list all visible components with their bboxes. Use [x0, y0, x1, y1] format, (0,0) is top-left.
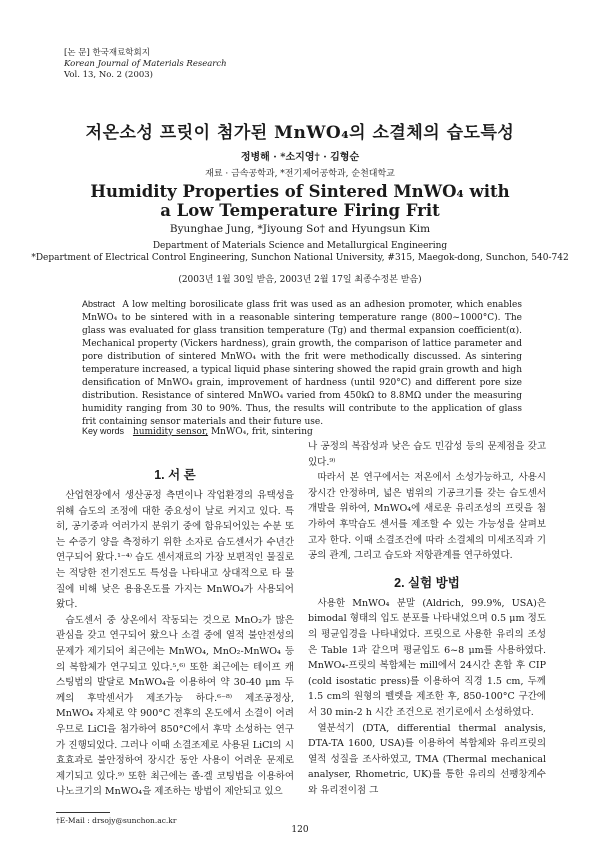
- right-column: [308, 439, 546, 798]
- keywords: [82, 426, 313, 437]
- journal-volume: Vol. 13, No. 2 (2003): [64, 70, 154, 80]
- journal-english-name: Korean Journal of Materials Research: [64, 59, 227, 69]
- journal-header: [64, 48, 227, 81]
- english-authors: Byunghae Jung, *Jiyoung So† and Hyungsun Kim: [169, 223, 431, 235]
- abstract-text: A low melting borosilicate glass frit was used as an adhesion promoter, which enables MnWO₄ to be sintered with in a reasonable sintering temperature range (800~1000°C). The glass was evaluated for glass transition temperature (Tg) and thermal expansion coefficient(α). Mechanical property (Vickers hardness), grain growth, the comparison of lattice parameter and pore distribution of sintered MnWO₄ with the frit were methodically discussed. As sintering temperature increased, a typical liquid phase sintering showed the rapid grain growth and high densification of MnWO₄ grain, improvement of hardness (until 920°C) and different pore size distribution. Resistance of sintered MnWO₄ varied from 450kΩ to 8.8MΩ under the measuring humidity ranging from 30 to 90%. Thus, the results will contribute to the application of glass frit containing sensor materials and their future use.: [82, 300, 522, 427]
- abstract: [82, 298, 522, 429]
- abstract-label: Abstract: [82, 299, 116, 309]
- section-heading-introduction: 1. 서 론: [154, 468, 196, 482]
- footnote-email: †E-Mail : drsojy@sunchon.ac.kr: [56, 816, 177, 825]
- intro-paragraph-2: 습도센서 중 상온에서 작동되는 것으로 MnO₂가 많은 관심을 갖고 연구되어 왔으나 소결 중에 열적 불안전성의 문제가 제기되어 최근에는 MnWO₄, MnO₂-MnWO₄ 등의 복합체가 연구되고 있다.⁵,⁶⁾ 또한 최근에는 테이프 캐스팅법의 발달로 MnWO₄을 이용하여 약 30-40 μm 두께의 후막센서가 제조가능 하다.⁶⁻⁸⁾ 제조공정상, MnWO₄ 자체로 약 900°C 전후의 온도에서 소결이 어려우므로 LiCl을 첨가하여 850°C에서 후막 소성하는 연구가 진행되었다. 그러나 이때 소결조제로 사용된 LiCl의 시효효과로 불안정하여 장시간 동안 사용이 어려운 문제로 제기되고 있다.⁹⁾ 또한 최근에는 졸-겔 코팅법을 이용하여 나노크기의 MnWO₄을 제조하는 방법이 제안되고 있으: [56, 614, 294, 798]
- korean-affiliation: 재료 · 금속공학과, *전기제어공학과, 순천대학교: [205, 169, 395, 179]
- keywords-rest: MnWO₄, frit, sintering: [210, 427, 313, 437]
- english-affiliation-line1: Department of Materials Science and Metallurgical Engineering: [152, 241, 448, 251]
- methods-paragraph-2: 열분석기 (DTA, differential thermal analysis, DTA-TA 1600, USA)를 이용하여 복합체와 유리프릿의 열적 성질을 조사하였고, TMA (Thermal mechanical analyser, Rhometric, UK)를 통한 유리의 선팽창계수와 유리전이점 그: [308, 722, 546, 796]
- keyword-link[interactable]: humidity sensor,: [132, 427, 209, 437]
- methods-paragraph-1: 사용한 MnWO₄ 분말 (Aldrich, 99.9%, USA)은 bimodal 형태의 입도 분포를 나타내었으며 0.5 μm 정도의 평균입경을 나타내었다. 프릿으로 사용한 유리의 조성은 Table 1과 같으며 평균입도 6~8 μm를 사용하였다. MnWO₄-프릿의 복합체는 mill에서 24시간 혼합 후 CIP (cold isostatic press)를 이용하여 직경 1.5 cm, 두께 1.5 cm의 원형의 펠렛을 제조한 후, 850-100°C 구간에서 30 min-2 h 시간 조건으로 전기로에서 소성하였다.: [308, 597, 546, 718]
- left-column: [56, 462, 294, 800]
- footnote-divider: [56, 812, 110, 813]
- korean-authors: 정병해 · *소지영† · 김형순: [240, 152, 360, 163]
- english-title-line2: a Low Temperature Firing Frit: [160, 201, 440, 220]
- keywords-label: Key words: [82, 426, 125, 436]
- journal-korean-name: [논 문] 한국재료학회지: [64, 48, 150, 58]
- intro-paragraph-1: 산업현장에서 생산공정 측면이나 작업환경의 유택성을 위해 습도의 조정에 대한 중요성이 날로 커지고 있다. 특히, 공기중과 여러가지 분위기 중에 함유되어있는 수분 또는 수증기 양을 측정하기 위한 소자로 습도센서가 수년간 연구되어 왔다.¹⁻⁴⁾ 습도 센서재료의 가장 보편적인 물질로는 적당한 전기전도도 특성을 나타내고 상대적으로 타 물질에 비해 낮은 용융온도를 가지는 MnWO₄가 사용되어 왔다.: [56, 490, 294, 611]
- section-heading-methods: 2. 실험 방법: [394, 575, 460, 590]
- intro-paragraph-3: 따라서 본 연구에서는 저온에서 소성가능하고, 사용시 장시간 안정하며, 넓은 범위의 기공크기를 갖는 습도센서 개발을 위하여, MnWO₄에 새로운 유리조성의 프릿을 첨가하여 후막습도 센서를 제조할 수 있는 가능성을 살펴보고자 한다. 이때 소결조건에 따라 소결체의 미세조직과 기공의 관계, 그리고 습도와 저항관계를 연구하였다.: [308, 472, 546, 562]
- english-affiliation: [0, 240, 600, 264]
- korean-title: 저온소성 프릿이 첨가된 MnWO₄의 소결체의 습도특성: [85, 123, 515, 143]
- english-title: [0, 182, 600, 220]
- received-dates: (2003년 1월 30일 받음, 2003년 2월 17일 최종수정본 받음): [178, 275, 422, 285]
- english-title-line1: Humidity Properties of Sintered MnWO₄ with: [90, 182, 510, 201]
- intro-paragraph-2-continued: 나 공정의 복잡성과 낮은 습도 민감성 등의 문제점을 갖고 있다.⁹⁾: [308, 441, 546, 468]
- english-affiliation-line2: *Department of Electrical Control Engineering, Sunchon National University, #315, Maegok-dong, Sunchon, 540-742: [31, 253, 569, 263]
- page-number: 120: [291, 825, 309, 835]
